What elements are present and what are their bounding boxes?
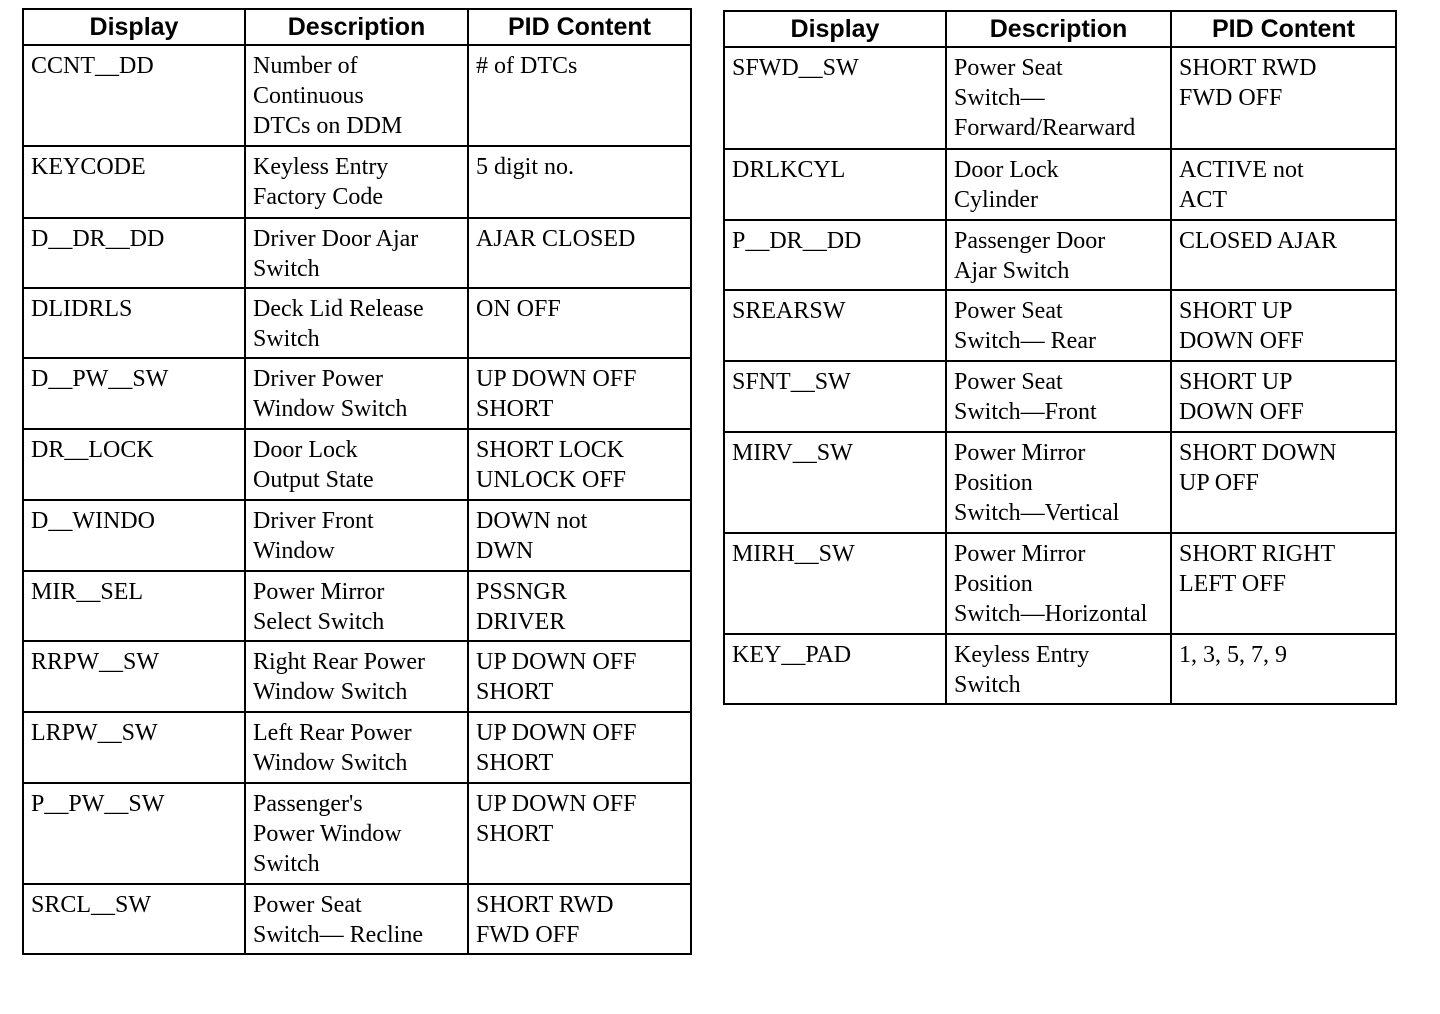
display-cell: MIR__SEL [23,571,245,641]
description-cell: Door Lock Output State [245,429,468,500]
display-cell: KEY__PAD [724,634,946,704]
display-cell: P__DR__DD [724,220,946,290]
table-row [724,47,1396,149]
display-cell: CCNT__DD [23,45,245,146]
table-row [23,218,691,288]
pid-content-cell: AJAR CLOSED [468,218,691,288]
header-description: Description [946,11,1171,47]
table-row [724,432,1396,533]
header-display: Display [23,9,245,45]
pid-content-cell: UP DOWN OFF SHORT [468,358,691,429]
pid-content-cell: ACTIVE not ACT [1171,149,1396,220]
pid-content-cell: SHORT LOCK UNLOCK OFF [468,429,691,500]
table-row [23,712,691,783]
description-cell: Power Seat Switch— Forward/Rearward [946,47,1171,149]
description-cell: Power Seat Switch— Rear [946,290,1171,361]
pid-content-cell: 5 digit no. [468,146,691,218]
table-row [724,361,1396,432]
description-cell: Driver Power Window Switch [245,358,468,429]
display-cell: MIRV__SW [724,432,946,533]
table-row [23,783,691,884]
description-cell: Keyless Entry Switch [946,634,1171,704]
header-pid-content: PID Content [468,9,691,45]
table-row [23,884,691,954]
table-row [23,45,691,146]
description-cell: Driver Front Window [245,500,468,571]
pid-content-cell: # of DTCs [468,45,691,146]
display-cell: MIRH__SW [724,533,946,634]
table-row [724,220,1396,290]
description-cell: Power Seat Switch—Front [946,361,1171,432]
pid-content-cell: UP DOWN OFF SHORT [468,783,691,884]
table-row [23,358,691,429]
description-cell: Passenger's Power Window Switch [245,783,468,884]
display-cell: SRCL__SW [23,884,245,954]
pid-content-cell: PSSNGR DRIVER [468,571,691,641]
display-cell: D__WINDO [23,500,245,571]
table-row [23,500,691,571]
header-row [724,11,1396,47]
pid-content-cell: SHORT RWD FWD OFF [468,884,691,954]
description-cell: Deck Lid Release Switch [245,288,468,358]
pid-content-cell: UP DOWN OFF SHORT [468,641,691,712]
description-cell: Number of Continuous DTCs on DDM [245,45,468,146]
pid-table-left [22,8,692,955]
pid-content-cell: SHORT RWD FWD OFF [1171,47,1396,149]
description-cell: Driver Door Ajar Switch [245,218,468,288]
display-cell: LRPW__SW [23,712,245,783]
display-cell: P__PW__SW [23,783,245,884]
header-pid-content: PID Content [1171,11,1396,47]
pid-content-cell: SHORT UP DOWN OFF [1171,361,1396,432]
table-row [23,641,691,712]
display-cell: SREARSW [724,290,946,361]
display-cell: KEYCODE [23,146,245,218]
description-cell: Power Mirror Position Switch—Horizontal [946,533,1171,634]
table-row [724,290,1396,361]
table-row [724,533,1396,634]
pid-content-cell: SHORT UP DOWN OFF [1171,290,1396,361]
description-cell: Power Seat Switch— Recline [245,884,468,954]
table-row [724,149,1396,220]
header-description: Description [245,9,468,45]
pid-content-cell: ON OFF [468,288,691,358]
header-display: Display [724,11,946,47]
display-cell: D__PW__SW [23,358,245,429]
display-cell: DR__LOCK [23,429,245,500]
table-row [23,288,691,358]
description-cell: Right Rear Power Window Switch [245,641,468,712]
description-cell: Power Mirror Select Switch [245,571,468,641]
table-row [23,429,691,500]
pid-content-cell: DOWN not DWN [468,500,691,571]
pid-table-right [723,10,1397,705]
table-row [23,146,691,218]
display-cell: DLIDRLS [23,288,245,358]
description-cell: Keyless Entry Factory Code [245,146,468,218]
description-cell: Power Mirror Position Switch—Vertical [946,432,1171,533]
display-cell: DRLKCYL [724,149,946,220]
pid-content-cell: UP DOWN OFF SHORT [468,712,691,783]
display-cell: SFWD__SW [724,47,946,149]
pid-content-cell: SHORT RIGHT LEFT OFF [1171,533,1396,634]
pid-content-cell: CLOSED AJAR [1171,220,1396,290]
table-row [724,634,1396,704]
display-cell: SFNT__SW [724,361,946,432]
display-cell: D__DR__DD [23,218,245,288]
pid-content-cell: SHORT DOWN UP OFF [1171,432,1396,533]
description-cell: Door Lock Cylinder [946,149,1171,220]
description-cell: Passenger Door Ajar Switch [946,220,1171,290]
description-cell: Left Rear Power Window Switch [245,712,468,783]
header-row [23,9,691,45]
table-row [23,571,691,641]
display-cell: RRPW__SW [23,641,245,712]
pid-content-cell: 1, 3, 5, 7, 9 [1171,634,1396,704]
